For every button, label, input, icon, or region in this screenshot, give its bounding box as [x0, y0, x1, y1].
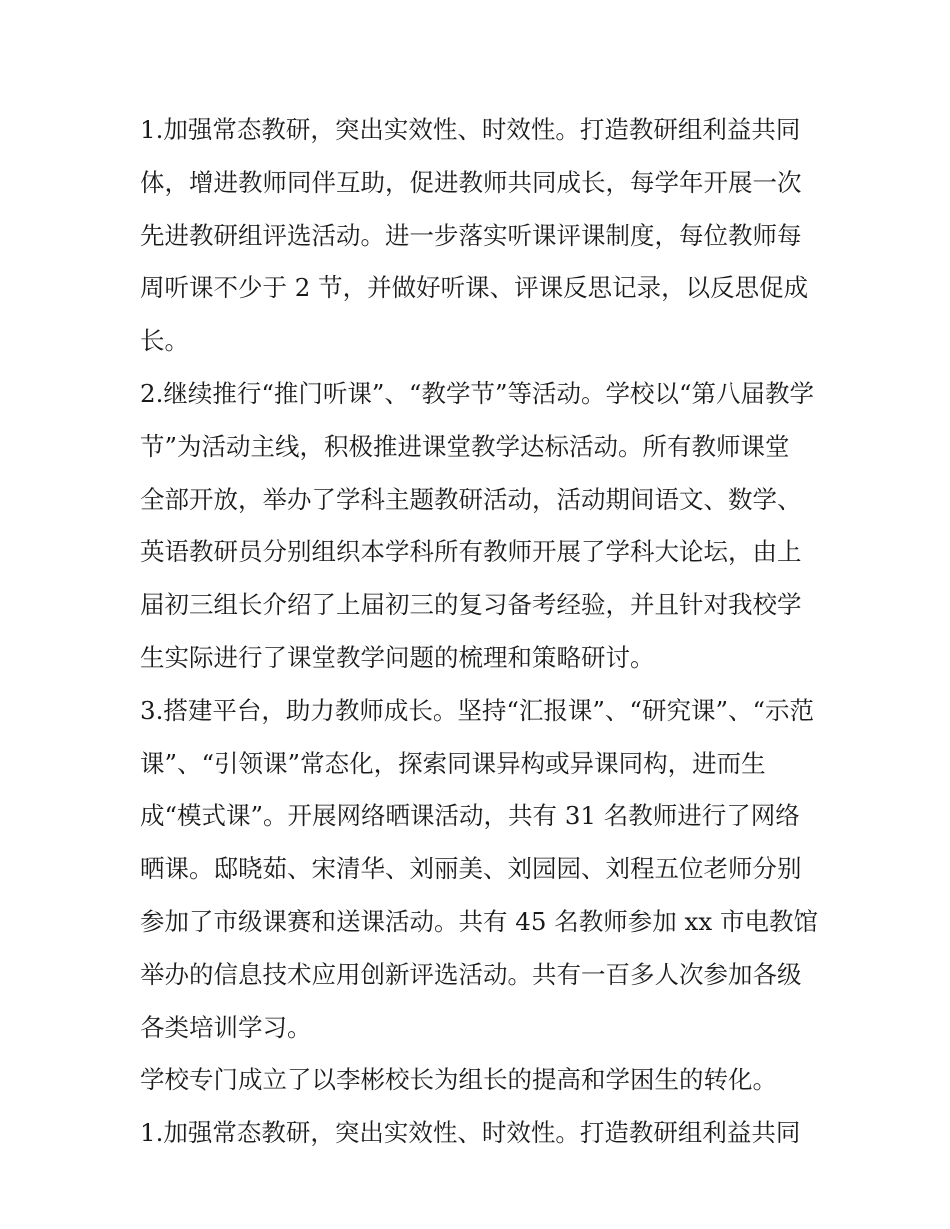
text-line: 全部开放，举办了学科主题教研活动，活动期间语文、数学、 [140, 484, 802, 514]
text-line: 晒课。邸晓茹、宋清华、刘丽美、刘园园、刘程五位老师分别 [140, 854, 802, 884]
text-line: 节”为活动主线，积极推进课堂教学达标活动。所有教师课堂 [140, 431, 790, 461]
text-line: 先进教研组评选活动。进一步落实听课评课制度，每位教师每 [140, 220, 802, 250]
text-line: 举办的信息技术应用创新评选活动。共有一百多人次参加各级 [140, 959, 802, 989]
text-line: 各类培训学习。 [140, 1012, 312, 1042]
text-line: 成“模式课”。开展网络晒课活动，共有 31 名教师进行了网络 [140, 801, 800, 831]
text-line: 英语教研员分别组织本学科所有教师开展了学科大论坛，由上 [140, 537, 802, 567]
text-line: 体，增进教师同伴互助，促进教师共同成长，每学年开展一次 [140, 167, 802, 197]
document-body [140, 104, 820, 1160]
text-line: 长。 [140, 326, 189, 356]
text-line: 3.搭建平台，助力教师成长。坚持“汇报课”、“研究课”、“示范 [140, 695, 814, 725]
text-line: 1.加强常态教研，突出实效性、时效性。打造教研组利益共同 [140, 115, 801, 144]
text-line: 课”、“引领课”常态化，探索同课异构或异课同构，进而生 [140, 748, 766, 778]
text-line: 届初三组长介绍了上届初三的复习备考经验，并且针对我校学 [140, 590, 802, 620]
text-line: 周听课不少于 2 节，并做好听课、评课反思记录，以反思促成 [140, 273, 809, 303]
text-line: 参加了市级课赛和送课活动。共有 45 名教师参加 xx 市电教馆 [140, 906, 818, 936]
text-line: 生实际进行了课堂教学问题的梳理和策略研讨。 [140, 642, 655, 672]
text-line: 2.继续推行“推门听课”、“教学节”等活动。学校以“第八届教学 [140, 378, 814, 408]
text-line: 学校专门成立了以李彬校长为组长的提高和学困生的转化。 [140, 1065, 777, 1095]
text-line: 1.加强常态教研，突出实效性、时效性。打造教研组利益共同 [140, 1118, 801, 1148]
